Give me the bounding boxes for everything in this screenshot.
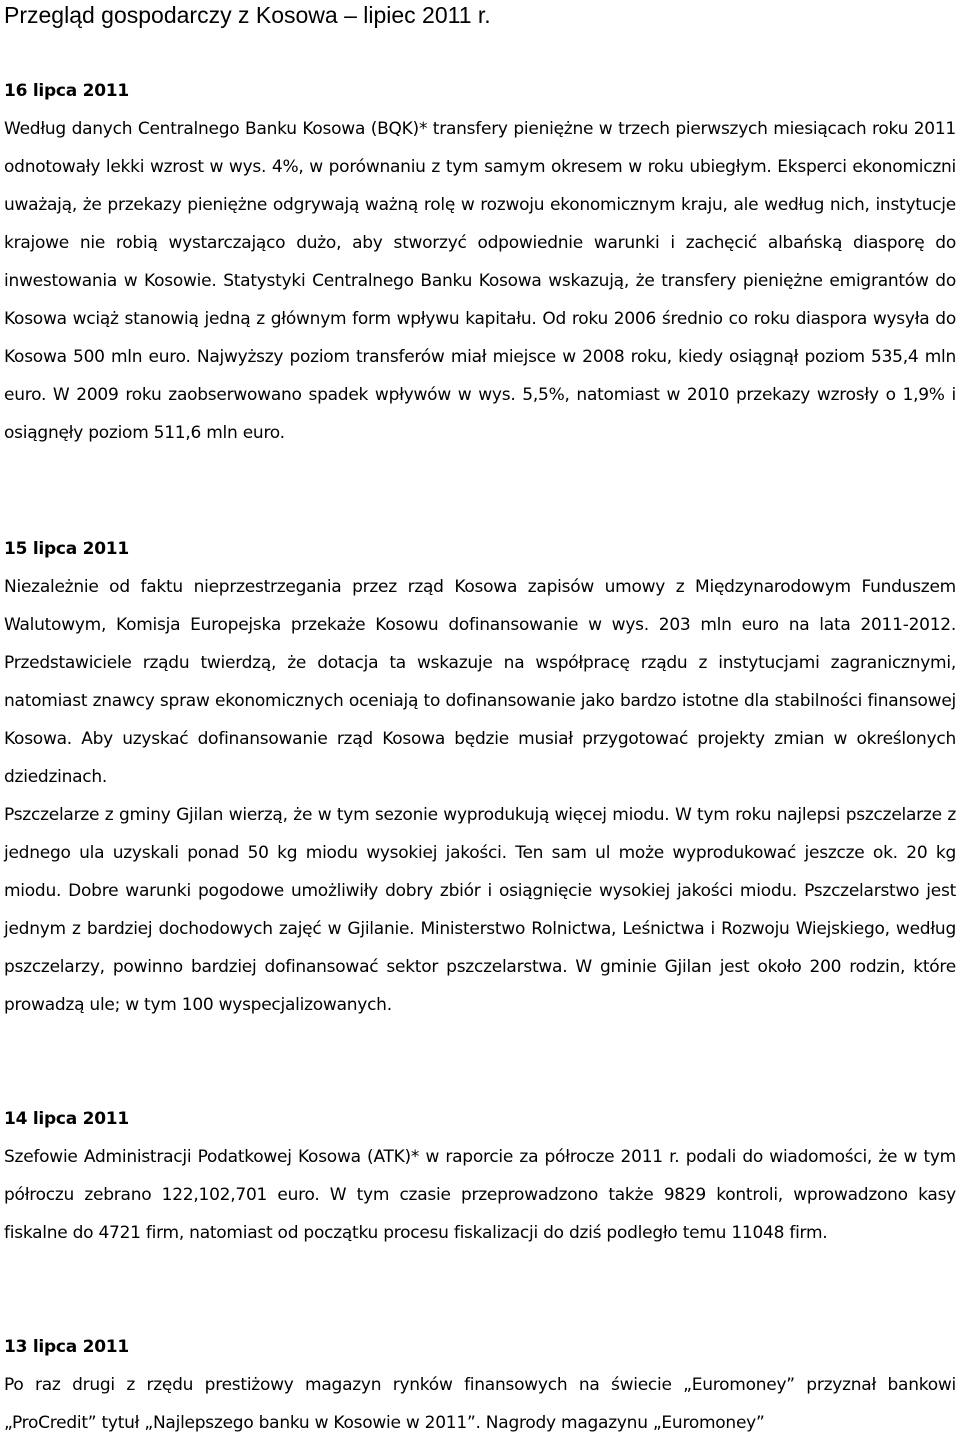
section-paragraph: Szefowie Administracji Podatkowej Kosowa (ATK)* w raporcie za półrocze 2011 r. podali do wiadomości, że w tym półroczu zebrano 122,102,701 euro. W tym czasie przeprowadzono także 9829 kontroli, wprowadzono kasy fiskalne do 4721 firm, natomiast od początku procesu fiskalizacji do dziś podległo temu 11048 firm. <box>4 1147 956 1243</box>
section-paragraph: Pszczelarze z gminy Gjilan wierzą, że w tym sezonie wyprodukują więcej miodu. W tym roku najlepsi pszczelarze z jednego ula uzyskali ponad 50 kg miodu wysokiej jakości. Ten sam ul może wyprodukować jeszcze ok. 20 kg miodu. Dobre warunki pogodowe umożliwiły dobry zbiór i osiągnięcie wysokiej jakości miodu. Pszczelarstwo jest jednym z bardziej dochodowych zajęć w Gjilanie. Ministerstwo Rolnictwa, Leśnictwa i Rozwoju Wiejskiego, według pszczelarzy, powinno bardziej dofinansować sektor pszczelarstwa. W gminie Gjilan jest około 200 rodzin, które prowadzą ule; w tym 100 wyspecjalizowanych. <box>4 805 956 1015</box>
section-date: 14 lipca 2011 <box>4 1109 129 1129</box>
section-date: 16 lipca 2011 <box>4 81 129 101</box>
document-title: Przegląd gospodarczy z Kosowa – lipiec 2011 r. <box>4 2 491 28</box>
document-page <box>4 0 956 1433</box>
news-section-15-july <box>4 530 956 1024</box>
section-date: 15 lipca 2011 <box>4 539 129 559</box>
news-section-16-july <box>4 72 956 452</box>
section-paragraph: Niezależnie od faktu nieprzestrzegania przez rząd Kosowa zapisów umowy z Międzynarodowym Funduszem Walutowym, Komisja Europejska przekaże Kosowu dofinansowanie w wys. 203 mln euro na lata 2011-2012. Przedstawiciele rządu twierdzą, że dotacja ta wskazuje na współpracę rządu z instytucjami zagranicznymi, natomiast znawcy spraw ekonomicznych oceniają to dofinansowanie jako bardzo istotne dla stabilności finansowej Kosowa. Aby uzyskać dofinansowanie rząd Kosowa będzie musiał przygotować projekty zmian w określonych dziedzinach. <box>4 577 956 787</box>
news-section-13-july <box>4 1328 956 1442</box>
section-paragraph: Według danych Centralnego Banku Kosowa (BQK)* transfery pieniężne w trzech pierwszych miesiącach roku 2011 odnotowały lekki wzrost w wys. 4%, w porównaniu z tym samym okresem w roku ubiegłym. Eksperci ekonomiczni uważają, że przekazy pieniężne odgrywają ważną rolę w rozwoju ekonomicznym kraju, ale według nich, instytucje krajowe nie robią wystarczająco dużo, aby stworzyć odpowiednie warunki i zachęcić albańską diasporę do inwestowania w Kosowie. Statystyki Centralnego Banku Kosowa wskazują, że transfery pieniężne emigrantów do Kosowa wciąż stanowią jedną z głównym form wpływu kapitału. Od roku 2006 średnio co roku diaspora wysyła do Kosowa 500 mln euro. Najwyższy poziom transferów miał miejsce w 2008 roku, kiedy osiągnął poziom 535,4 mln euro. W 2009 roku zaobserwowano spadek wpływów w wys. 5,5%, natomiast w 2010 przekazy wzrosły o 1,9% i osiągnęły poziom 511,6 mln euro. <box>4 119 956 443</box>
section-paragraph: Po raz drugi z rzędu prestiżowy magazyn rynków finansowych na świecie „Euromoney” przyznał bankowi „ProCredit” tytuł „Najlepszego banku w Kosowie w 2011”. Nagrody magazynu „Euromoney” <box>4 1375 956 1433</box>
section-date: 13 lipca 2011 <box>4 1337 129 1357</box>
news-section-14-july <box>4 1100 956 1252</box>
